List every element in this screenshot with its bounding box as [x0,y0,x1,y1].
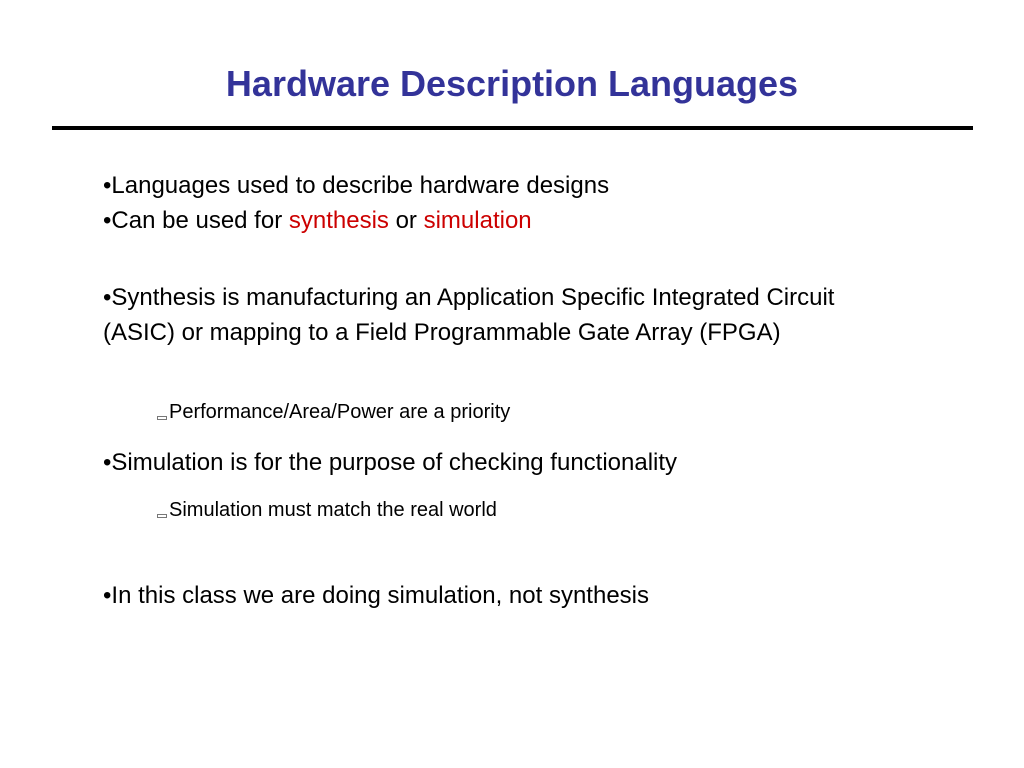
bullet-text: or [388,207,424,234]
sub-bullet-icon [157,416,167,420]
bullet-marker: • [103,284,112,311]
bullet-marker: • [103,172,112,199]
bullet-text: In this class we are doing simulation, not synthesis [111,582,650,609]
bullet-marker: • [103,582,112,609]
highlight-simulation: simulation [423,207,532,234]
sub-bullet-item [157,496,497,524]
bullet-text: Synthesis is manufacturing an Application Specific Integrated Circuit (ASIC) or mapping to a Field Programmable Gate Array (FPGA) [103,284,835,346]
bullet-item [103,203,532,238]
title-divider [52,126,973,130]
bullet-item [103,280,913,350]
bullet-text: Simulation is for the purpose of checking functionality [111,449,678,476]
bullet-item [103,578,649,613]
bullet-item [103,168,609,203]
sub-bullet-item [157,398,510,426]
sub-bullet-text: Simulation must match the real world [169,499,497,521]
bullet-text: Languages used to describe hardware designs [111,172,610,199]
highlight-synthesis: synthesis [288,207,389,234]
bullet-marker: • [103,207,112,234]
slide-title: Hardware Description Languages [225,63,799,104]
bullet-text: Can be used for [111,207,289,234]
sub-bullet-text: Performance/Area/Power are a priority [169,401,511,423]
bullet-item [103,445,677,480]
sub-bullet-icon [157,514,167,518]
bullet-marker: • [103,449,112,476]
